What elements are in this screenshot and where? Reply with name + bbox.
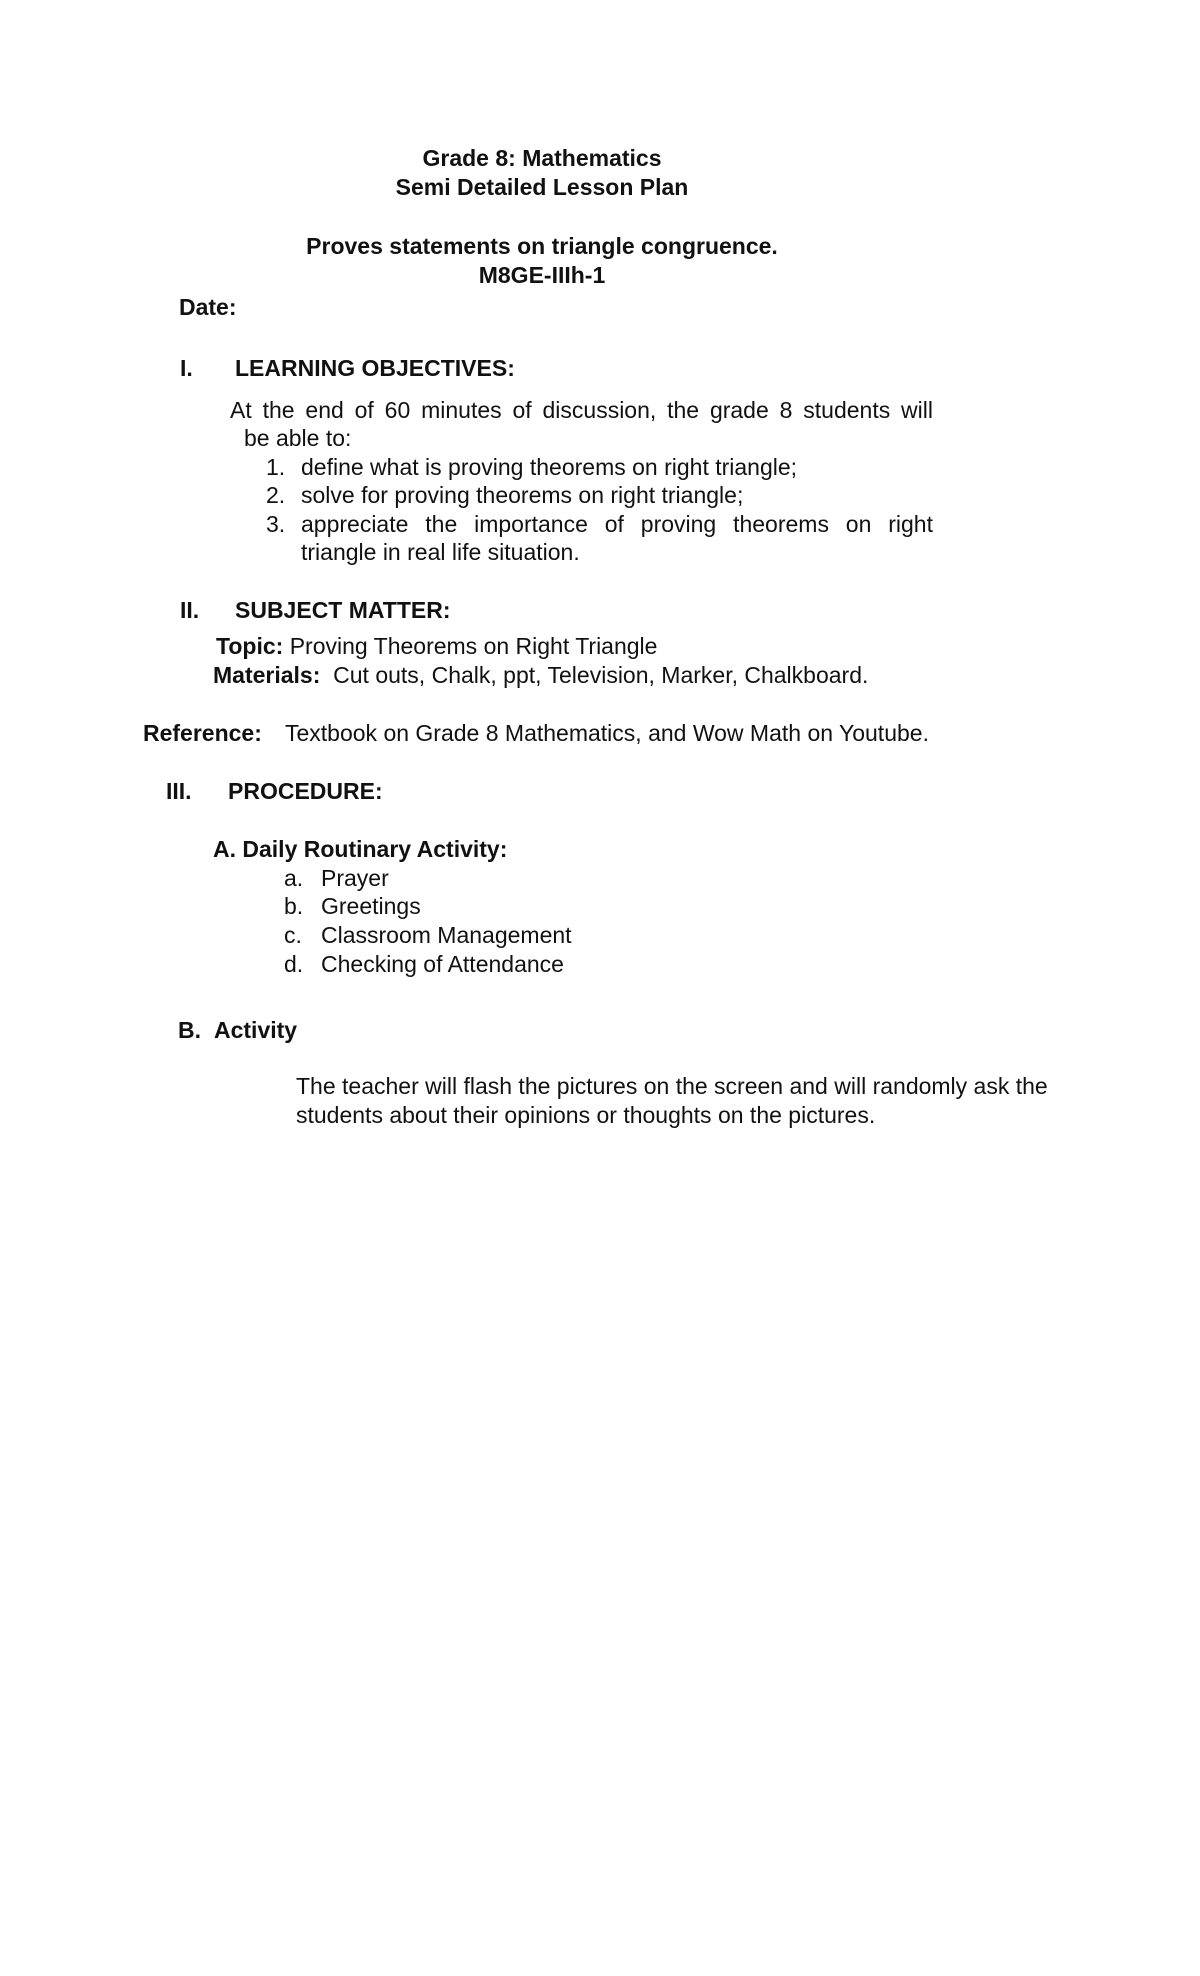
activity-description-line2: students about their opinions or thoughts on the pictures. (296, 1102, 876, 1128)
topic-row (216, 632, 657, 660)
routine-item-letter: b. (284, 893, 304, 919)
objective-number: 3. (266, 511, 286, 537)
materials-row (213, 661, 868, 689)
objective-text: appreciate the importance of proving theorems on right (301, 511, 933, 537)
section-3-title: PROCEDURE: (228, 778, 383, 804)
reference-label: Reference: (143, 720, 262, 746)
date-label: Date: (179, 294, 237, 320)
header-subject: Grade 8: Mathematics (422, 145, 662, 171)
objectives-intro-line2: be able to: (244, 425, 352, 451)
objective-number: 2. (266, 482, 286, 508)
routine-item-letter: d. (284, 951, 304, 977)
header-competency: Proves statements on triangle congruence. (306, 233, 778, 259)
part-a-title: A. Daily Routinary Activity: (213, 836, 508, 862)
objective-number: 1. (266, 454, 286, 480)
routine-item: Prayer (321, 865, 389, 891)
materials-label: Materials: (213, 662, 321, 688)
part-b-title: Activity (214, 1017, 298, 1043)
materials-value: Cut outs, Chalk, ppt, Television, Marker, Chalkboard. (333, 662, 869, 688)
activity-description-line1: The teacher will flash the pictures on the screen and will randomly ask the (296, 1073, 1048, 1099)
routine-item-letter: a. (284, 865, 304, 891)
section-1-title: LEARNING OBJECTIVES: (235, 355, 515, 381)
objective-text: define what is proving theorems on right triangle; (301, 454, 798, 480)
section-3-numeral: III. (166, 778, 192, 804)
header-code: M8GE-IIIh-1 (478, 262, 606, 288)
routine-item: Checking of Attendance (321, 951, 564, 977)
section-2-title: SUBJECT MATTER: (235, 597, 451, 623)
routine-item-letter: c. (284, 922, 302, 948)
objective-text: solve for proving theorems on right triangle; (301, 482, 744, 508)
reference-value: Textbook on Grade 8 Mathematics, and Wow Math on Youtube. (285, 720, 929, 746)
routine-item: Classroom Management (321, 922, 572, 948)
objective-text-continued: triangle in real life situation. (301, 539, 580, 565)
routine-item: Greetings (321, 893, 421, 919)
section-2-numeral: II. (180, 597, 200, 623)
part-b-letter: B. (178, 1017, 201, 1043)
topic-label: Topic: (216, 633, 284, 659)
objectives-intro-line1: At the end of 60 minutes of discussion, the grade 8 students will (230, 397, 933, 423)
header-plan-type: Semi Detailed Lesson Plan (395, 174, 689, 200)
section-1-numeral: I. (180, 355, 193, 381)
topic-value: Proving Theorems on Right Triangle (289, 633, 658, 659)
